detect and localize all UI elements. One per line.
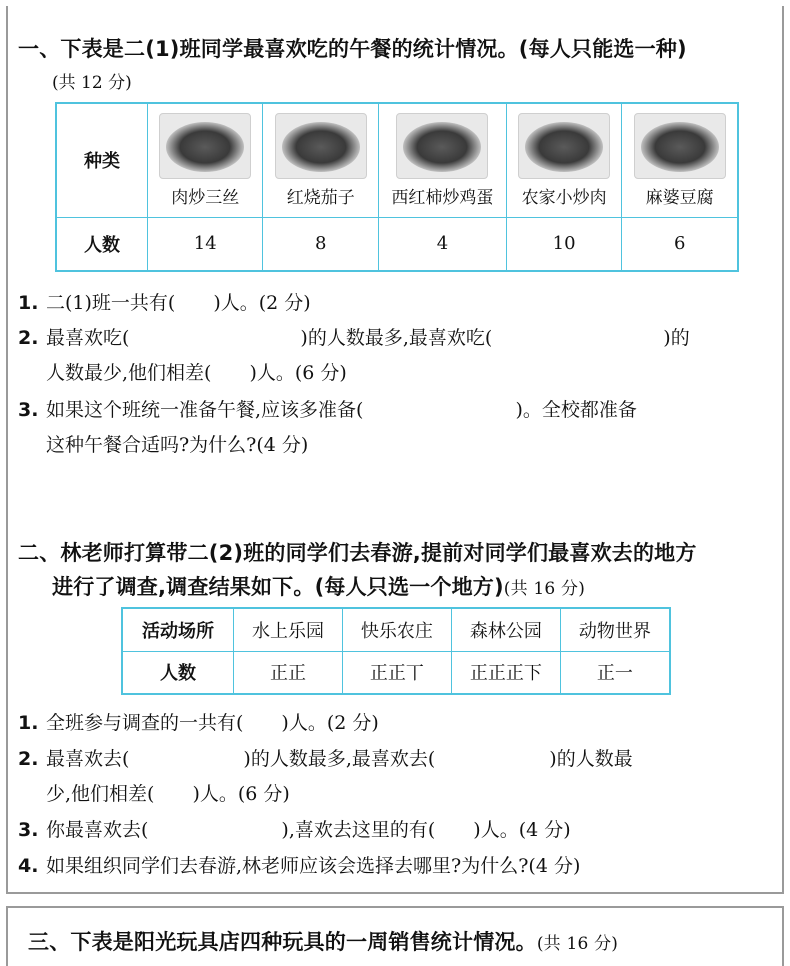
food-name: 麻婆豆腐 [645, 187, 714, 208]
food-cell [378, 103, 506, 217]
question-number: 3. [18, 399, 39, 421]
food-name: 西红柿炒鸡蛋 [391, 187, 494, 208]
question-number: 3. [18, 819, 39, 841]
count-cell: 14 [148, 217, 263, 271]
trip-table-header-label: 活动场所 [122, 608, 234, 651]
question-1-2 [18, 323, 690, 350]
question-number: 2. [18, 748, 39, 770]
food-name: 肉炒三丝 [171, 187, 240, 208]
question-text: 二(1)班一共有( )人。(2 分) [46, 292, 311, 314]
section2-title-line1: 二、林老师打算带二(2)班的同学们去春游,提前对同学们最喜欢去的地方 [18, 541, 697, 565]
place-cell: 水上乐园 [234, 608, 343, 651]
trip-table-count-label: 人数 [122, 651, 234, 694]
count-cell: 8 [263, 217, 378, 271]
question-text: 如果组织同学们去春游,林老师应该会选择去哪里?为什么?(4 分) [46, 855, 581, 877]
place-cell: 动物世界 [560, 608, 670, 651]
food-cell [622, 103, 738, 217]
place-cell: 快乐农庄 [342, 608, 451, 651]
question-number: 4. [18, 855, 39, 877]
tally-cell: 正正正下 [451, 651, 560, 694]
question-text: 最喜欢去( )的人数最多,最喜欢去( )的人数最 [46, 748, 633, 770]
food-cell [263, 103, 378, 217]
section3-title [28, 926, 618, 956]
question-text: 全班参与调查的一共有( )人。(2 分) [46, 712, 379, 734]
dish-photo-icon [275, 113, 367, 179]
question-2-4 [18, 851, 580, 878]
food-cell [148, 103, 263, 217]
trip-table [121, 607, 671, 695]
question-text: 如果这个班统一准备午餐,应该多准备( )。全校都准备 [46, 399, 637, 421]
section1-title-text: 一、下表是二(1)班同学最喜欢吃的午餐的统计情况。(每人只能选一种) [18, 37, 687, 61]
question-number: 2. [18, 327, 39, 349]
food-name: 农家小炒肉 [521, 187, 607, 208]
question-number: 1. [18, 712, 39, 734]
question-1-2-cont: 人数最少,他们相差( )人。(6 分) [46, 362, 347, 384]
question-2-2-cont: 少,他们相差( )人。(6 分) [46, 783, 290, 805]
question-2-3 [18, 815, 571, 842]
section1-title [18, 33, 687, 63]
section1-points: (共 12 分) [52, 73, 132, 93]
question-1-3-cont: 这种午餐合适吗?为什么?(4 分) [46, 434, 309, 456]
count-cell: 10 [506, 217, 621, 271]
tally-cell: 正正 [234, 651, 343, 694]
question-number: 1. [18, 292, 39, 314]
question-1-3 [18, 395, 637, 422]
question-text: 最喜欢吃( )的人数最多,最喜欢吃( )的 [46, 327, 690, 349]
dish-photo-icon [396, 113, 488, 179]
section2-points: (共 16 分) [503, 579, 586, 599]
question-2-1 [18, 708, 379, 735]
food-name: 红烧茄子 [286, 187, 355, 208]
section2-title-line2 [52, 571, 585, 601]
count-cell: 4 [378, 217, 506, 271]
dish-photo-icon [159, 113, 251, 179]
tally-cell: 正一 [560, 651, 670, 694]
question-2-2 [18, 744, 633, 771]
lunch-table-count-label: 人数 [56, 217, 148, 271]
dish-photo-icon [634, 113, 726, 179]
section3-title-text: 三、下表是阳光玩具店四种玩具的一周销售统计情况。 [28, 930, 537, 954]
food-cell [506, 103, 621, 217]
place-cell: 森林公园 [451, 608, 560, 651]
section2-title-line2-text: 进行了调查,调查结果如下。(每人只选一个地方) [52, 575, 504, 599]
lunch-table [55, 102, 739, 272]
tally-cell: 正正丅 [342, 651, 451, 694]
question-text: 你最喜欢去( ),喜欢去这里的有( )人。(4 分) [46, 819, 571, 841]
dish-photo-icon [518, 113, 610, 179]
question-1-1 [18, 288, 311, 315]
lunch-table-header-label: 种类 [56, 103, 148, 217]
count-cell: 6 [622, 217, 738, 271]
section3-points: (共 16 分) [536, 934, 619, 954]
